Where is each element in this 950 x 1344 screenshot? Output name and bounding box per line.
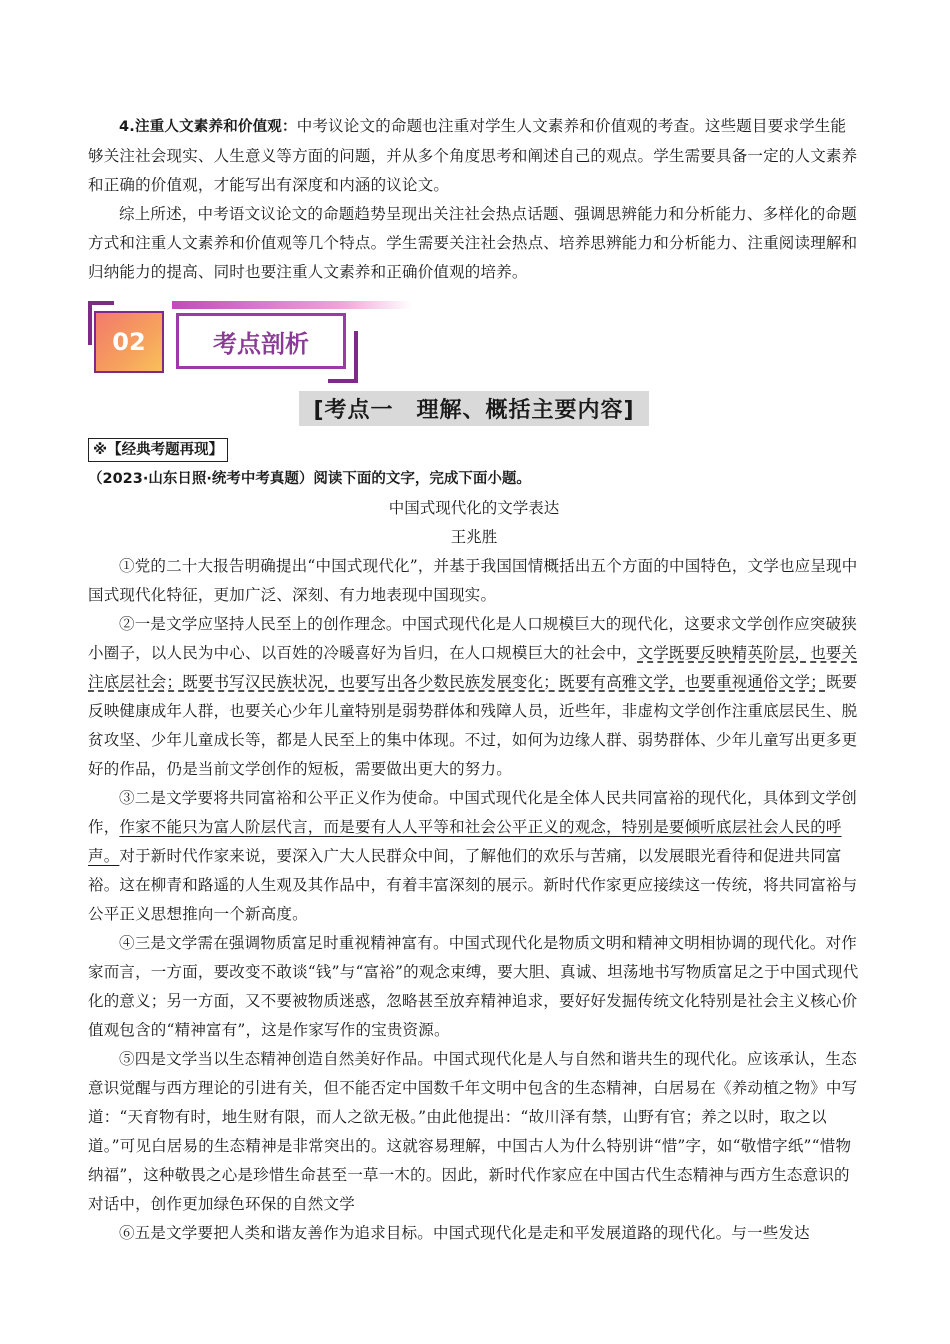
article-paragraph-5: ⑤四是文学当以生态精神创造自然美好作品。中国式现代化是人与自然和谐共生的现代化。应该承认，生态意识觉醒与西方理论的引进有关，但不能否定中国数千年文明中包含的生态精神，白居易在《养动植之物》中写道：“天育物有时，地生财有限，而人之欲无极。”由此他提出：“故川泽有禁，山野有官；养之以时，取之以道。”可见白居易的生态精神是非常突出的。这就容易理解，中国古人为什么特别讲“惜”字，如“敬惜字纸”“惜物纳福”，这种敬畏之心是珍惜生命甚至一草一木的。因此，新时代作家应在中国古代生态精神与西方生态意识的对话中，创作更加绿色环保的自然文学 bbox=[88, 1050, 858, 1213]
intro-point-4 bbox=[88, 112, 860, 200]
article-paragraph-1: ①党的二十大报告明确提出“中国式现代化”，并基于我国国情概括出五个方面的中国特色，文学也应呈现中国式现代化特征，更加广泛、深刻、有力地表现中国现实。 bbox=[88, 557, 858, 604]
summary-paragraph: 综上所述，中考语文议论文的命题趋势呈现出关注社会热点话题、强调思辨能力和分析能力、多样化的命题方式和注重人文素养和价值观等几个特点。学生需要关注社会热点、培养思辨能力和分析能力、注重阅读理解和归纳能力的提高、同时也要注重人文素养和正确价值观的培养。 bbox=[88, 205, 858, 281]
article-author: 王兆胜 bbox=[450, 528, 498, 546]
p3-text-a: ③二是文学要将共同富裕和公平正义作为使命。中国式现代化是全体人民共同富裕的现代化，具体到文学创作， bbox=[88, 789, 857, 836]
banner-corner-decoration-right bbox=[328, 331, 358, 383]
p2-text-b: 既要反映健康成年人群，也要关心少年儿童特别是弱势群体和残障人员，近些年，非虚构文学创作注重底层民生、脱贫攻坚、少年儿童成长等，都是人民至上的集中体现。不过，如何为边缘人群、弱势群体、少年儿童写出更多更好的作品，仍是当前文学创作的短板，需要做出更大的努力。 bbox=[88, 673, 858, 778]
point-4-text: 中考议论文的命题也注重对学生人文素养和价值观的考查。这些题目要求学生能够关注社会现实、人生意义等方面的问题，并从多个角度思考和阐述自己的观点。学生需要具备一定的人文素养和正确的价值观，才能写出有深度和内涵的议论文。 bbox=[88, 117, 858, 194]
article-paragraph-3 bbox=[88, 784, 860, 929]
section-banner bbox=[88, 301, 860, 381]
banner-title: 考点剖析 bbox=[176, 313, 346, 369]
p3-text-b: 对于新时代作家来说，要深入广大人民群众中间，了解他们的欢乐与苦痛，以发展眼光看待和促进共同富裕。这在柳青和路遥的人生观及其作品中，有着丰富深刻的展示。新时代作家更应接续这一传统，将共同富裕与公平正义思想推向一个新高度。 bbox=[88, 847, 858, 923]
p2-text-a: ②一是文学应坚持人民至上的创作理念。中国式现代化是人口规模巨大的现代化，这要求文学创作应突破狭小圈子，以人民为中心、以百姓的冷暖喜好为旨归，在人口规模巨大的社会中， bbox=[88, 615, 857, 662]
point-4-label: 4.注重人文素养和价值观： bbox=[119, 119, 297, 135]
document-page bbox=[88, 112, 860, 1248]
banner-top-bar bbox=[172, 301, 412, 309]
question-source: （2023·山东日照·统考中考真题）阅读下面的文字，完成下面小题。 bbox=[88, 471, 531, 487]
article-title: 中国式现代化的文学表达 bbox=[388, 499, 560, 517]
classic-label-wrap bbox=[88, 434, 860, 462]
p2-dashed-underline: 文学既要反映精英阶层，也要关注底层社会；既要书写汉民族状况，也要写出各少数民族发展变化；既要有高雅文学，也要重视通俗文学； bbox=[88, 644, 858, 691]
section-heading-text: [考点一 理解、概括主要内容] bbox=[299, 391, 648, 426]
article-paragraph-6: ⑥五是文学要把人类和谐友善作为追求目标。中国式现代化是走和平发展道路的现代化。与一些发达 bbox=[119, 1224, 810, 1242]
banner-number: 02 bbox=[94, 311, 164, 373]
section-heading bbox=[88, 391, 860, 426]
classic-question-label: ※【经典考题再现】 bbox=[88, 438, 228, 462]
article-paragraph-4: ④三是文学需在强调物质富足时重视精神富有。中国式现代化是物质文明和精神文明相协调的现代化。对作家而言，一方面，要改变不敢谈“钱”与“富裕”的观念束缚，要大胆、真诚、坦荡地书写物质富足之于中国式现代化的意义；另一方面，又不要被物质迷惑，忽略甚至放弃精神追求，要好好发掘传统文化特别是社会主义核心价值观包含的“精神富有”，这是作家写作的宝贵资源。 bbox=[88, 934, 859, 1039]
article-paragraph-2 bbox=[88, 610, 860, 784]
p3-underlined: 作家不能只为富人阶层代言，而是要有人人平等和社会公平正义的观念，特别是要倾听底层社会人民的呼声。 bbox=[88, 818, 842, 865]
